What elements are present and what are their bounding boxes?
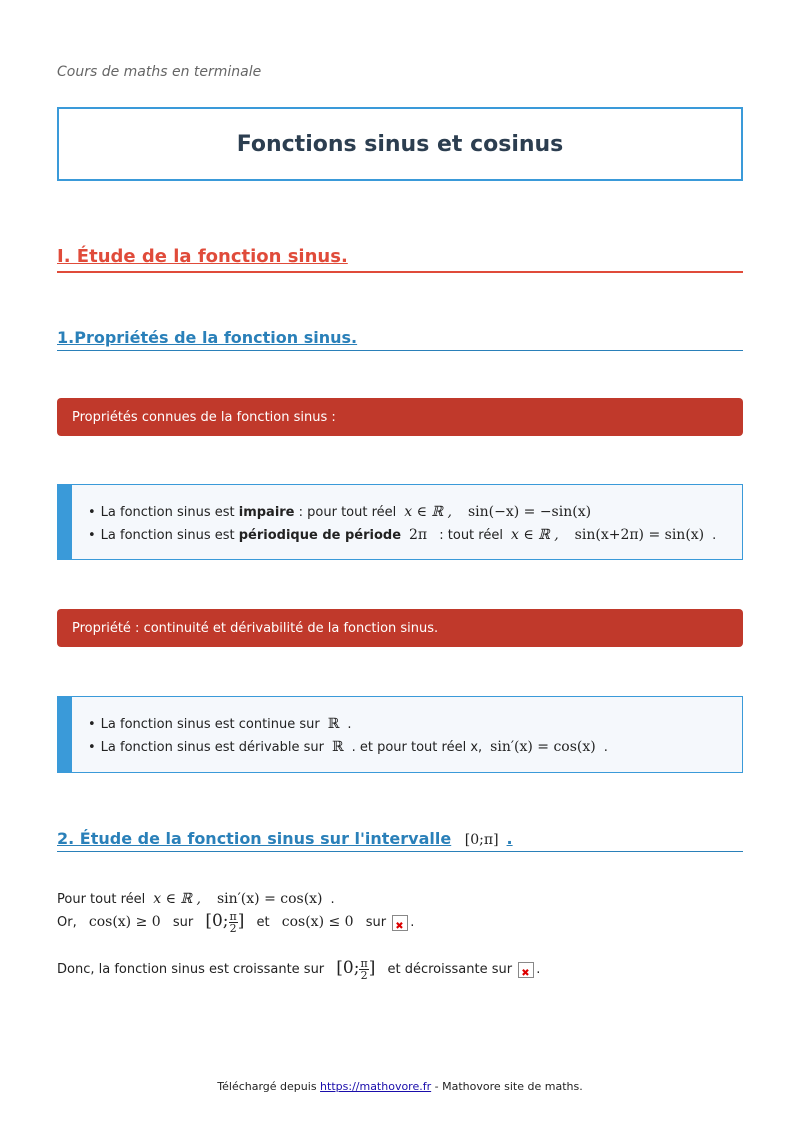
text: La fonction sinus est — [100, 528, 239, 543]
text: . — [330, 892, 335, 907]
footer — [0, 1080, 800, 1093]
property-item — [88, 501, 716, 524]
math: ℝ — [331, 739, 344, 755]
interval-math — [336, 956, 376, 982]
title-box — [57, 107, 743, 181]
property-item — [88, 713, 608, 736]
text: sur — [365, 915, 387, 930]
fraction-numerator: π — [360, 956, 368, 970]
fraction-denominator: 2 — [360, 968, 368, 982]
text: ] — [237, 911, 245, 931]
text: . — [712, 528, 717, 543]
fraction — [359, 958, 368, 981]
heading-dot: . — [506, 829, 513, 848]
text: et — [256, 915, 270, 930]
property-banner-2: Propriété : continuité et dérivabilité de la fonction sinus. — [57, 609, 743, 647]
text: ] — [368, 958, 376, 978]
text: Or, — [57, 915, 77, 930]
page-title: Fonctions sinus et cosinus — [236, 131, 564, 157]
bold-term: impaire — [238, 505, 295, 520]
text: . et pour tout réel x, — [351, 740, 483, 755]
math: cos(x) ≥ 0 — [88, 914, 161, 930]
body-line-1 — [57, 888, 335, 911]
math: sin′(x) = cos(x) — [216, 891, 323, 907]
property-box-accent — [57, 696, 72, 773]
text: . — [536, 962, 541, 977]
math: sin(−x) = −sin(x) — [467, 504, 592, 520]
fraction — [229, 911, 238, 934]
text: La fonction sinus est dérivable sur — [100, 740, 324, 755]
interval-math — [205, 909, 245, 935]
property-list-2 — [88, 713, 608, 759]
subsection-heading-2-text: 2. Étude de la fonction sinus sur l'intervalle — [57, 829, 452, 848]
math: cos(x) ≤ 0 — [281, 914, 354, 930]
section-heading-text: I. Étude de la fonction sinus. — [57, 246, 348, 267]
math: ℝ — [327, 716, 340, 732]
subsection-heading-1 — [57, 328, 743, 351]
text: . — [347, 717, 352, 732]
property-item — [88, 736, 608, 759]
text: . — [410, 915, 415, 930]
subsection-heading-2 — [57, 829, 743, 852]
text: : tout réel — [435, 528, 503, 543]
text: [0; — [205, 911, 229, 931]
footer-suffix: - Mathovore site de maths. — [431, 1080, 583, 1093]
footer-prefix: Téléchargé depuis — [217, 1080, 321, 1093]
body-line-2 — [57, 910, 414, 934]
math: x ∈ ℝ , — [510, 527, 559, 543]
math: x ∈ ℝ , — [153, 891, 201, 907]
math: x ∈ ℝ , — [404, 504, 452, 520]
math: sin′(x) = cos(x) — [490, 739, 596, 755]
text: La fonction sinus est continue sur — [100, 717, 320, 732]
broken-image-icon — [518, 962, 534, 978]
property-list-1 — [88, 501, 716, 547]
body-line-3 — [57, 957, 540, 981]
text: : pour tout réel — [294, 505, 397, 520]
course-label: Cours de maths en terminale — [57, 64, 262, 80]
footer-link[interactable]: https://mathovore.fr — [320, 1080, 432, 1093]
property-box-accent — [57, 484, 72, 560]
bold-term: périodique de période — [238, 528, 402, 543]
text: La fonction sinus est — [100, 505, 239, 520]
interval-math: [0;π] — [464, 832, 499, 848]
text: sur — [172, 915, 194, 930]
broken-image-icon — [392, 915, 408, 931]
text: Pour tout réel — [57, 892, 146, 907]
property-box-1 — [57, 484, 743, 560]
text: . — [603, 740, 608, 755]
fraction-denominator: 2 — [229, 921, 237, 935]
text: et décroissante sur — [387, 962, 513, 977]
fraction-numerator: π — [229, 909, 237, 923]
subsection-heading-1-text: 1.Propriétés de la fonction sinus. — [57, 328, 358, 347]
section-heading — [57, 246, 743, 273]
property-banner-1: Propriétés connues de la fonction sinus : — [57, 398, 743, 436]
math: 2π — [409, 527, 428, 543]
math: sin(x+2π) = sin(x) — [574, 527, 705, 543]
property-box-2 — [57, 696, 743, 773]
property-item — [88, 524, 716, 547]
text: Donc, la fonction sinus est croissante sur — [57, 962, 325, 977]
text: [0; — [336, 958, 360, 978]
